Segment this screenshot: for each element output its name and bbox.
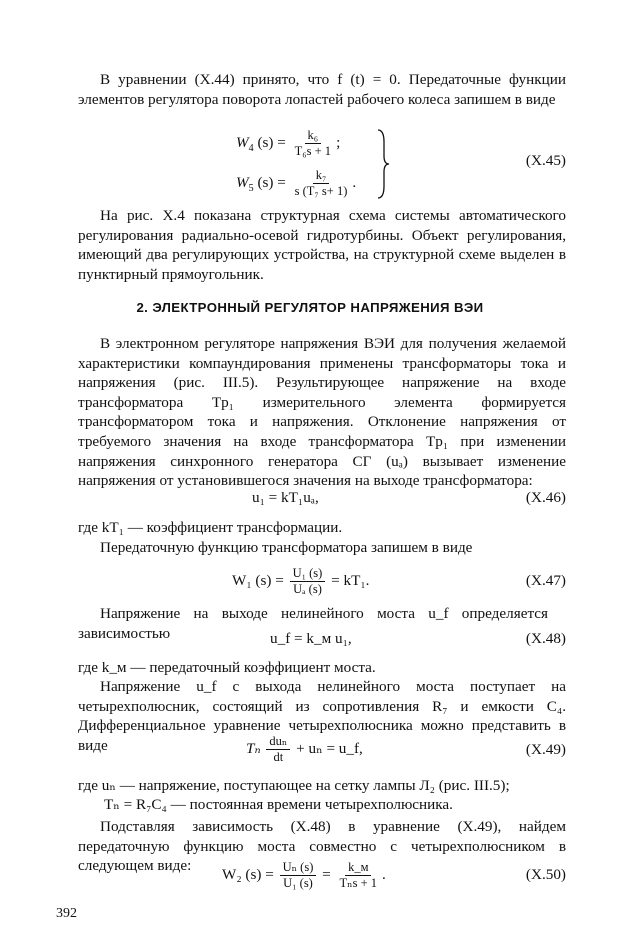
paragraph-10: Tₙ = R₇C₄ — постоянная времени четырехполюсника. — [104, 796, 453, 813]
fraction: $\frac{\text{k₆}}{\text{T₆s + 1}}$ — [294, 128, 332, 158]
fraction: $\frac{\text{Uₙ (s)}}{\text{U₁ (s)}}$ — [280, 860, 317, 891]
fraction: $\frac{\text{duₙ}}{dt}$ — [266, 734, 290, 765]
equation-x48: u_f = k_м u₁, — [270, 630, 352, 647]
paragraph-5: Передаточную функцию трансформатора запишем в виде — [100, 539, 473, 556]
paragraph-9: где uₙ — напряжение, поступающее на сетку лампы Л₂ (рис. III.5); — [78, 777, 510, 794]
fraction: $\frac{\text{k₇}}{\text{s (T₇ s+ 1)}}$ — [294, 168, 348, 198]
fraction: $\frac{\text{U₁ (s)}}{\text{Uₐ (s)}}$ — [290, 566, 326, 597]
equation-x50: W₂ (s) = $\frac{\text{Uₙ (s)}}{\text{U₁ (s)}}$ = $\frac{k\_м}{\text{Tₙs + 1}}$ . — [222, 860, 386, 890]
equation-x49: Tₙ $\frac{\text{duₙ}}{dt}$ + uₙ = u_f, — [246, 734, 363, 764]
paragraph-2: На рис. X.4 показана структурная схема системы автоматического регулирования радиально-осевой гидротурбины. Объект регулирования, имеющий два регулирующих устройства, на структурной схеме выделен в пунктирный прямоугольник. — [78, 207, 566, 283]
paragraph-7: где k_м — передаточный коэффициент моста. — [78, 659, 376, 676]
equation-number-x46: (X.46) — [525, 489, 566, 506]
section-heading: 2. ЭЛЕКТРОННЫЙ РЕГУЛЯТОР НАПРЯЖЕНИЯ ВЭИ — [136, 300, 484, 315]
equation-x47: W₁ (s) = $\frac{\text{U₁ (s)}}{\text{Uₐ (s)}}$ = kT₁. — [232, 566, 370, 596]
equation-number-x48: (X.48) — [525, 630, 566, 647]
paragraph-8: Напряжение u_f с выхода нелинейного моста поступает на четырехполюсник, состоящий из сопротивления R₇ и емкости C₄. Дифференциальное уравнение четырехполюсника можно представить в виде — [78, 678, 566, 754]
paragraph-1: В уравнении (X.44) принято, что f (t) = 0. Передаточные функции элементов регулятора поворота лопастей рабочего колеса запишем в виде — [78, 71, 566, 108]
equation-x45-line1: $W_4$ (s) = $\frac{\text{k₆}}{\text{T₆s + 1}}$ ; — [236, 128, 341, 158]
page-number: 392 — [56, 906, 77, 921]
paragraph-6: Напряжение на выходе нелинейного моста u_f определяется зависимостью — [78, 605, 548, 642]
right-brace — [376, 128, 390, 200]
paragraph-3: В электронном регуляторе напряжения ВЭИ для получения желаемой характеристики компаундирования применены трансформаторы тока и напряжения (рис. III.5). Результирующее напряжение на входе трансформатора Tp₁ измерительного элемента формируется трансформатором тока и напряжения. Отклонение напряжения от требуемого значения на входе трансформатора Tp₁ при изменении напряжения синхронного генератора СГ (uₐ) вызывает изменение напряжения от установившегося значения на выходе трансформатора: — [78, 335, 566, 490]
equation-number-x50: (X.50) — [525, 866, 566, 883]
equation-x46: u₁ = kT₁uₐ, — [252, 489, 319, 506]
paragraph-4: где kT₁ — коэффициент трансформации. — [78, 519, 343, 536]
equation-number-x45: (X.45) — [525, 152, 566, 169]
paragraph-11: Подставляя зависимость (X.48) в уравнение (X.49), найдем передаточную функцию моста совместно с четырехполюсником в следующем виде: — [78, 818, 566, 875]
fraction: $\frac{k\_м}{\text{Tₙs + 1}}$ — [339, 860, 378, 890]
equation-number-x47: (X.47) — [525, 572, 566, 589]
equation-x45-line2: $W_5$ (s) = $\frac{\text{k₇}}{\text{s (T₇ s+ 1)}}$ . — [236, 168, 357, 198]
equation-number-x49: (X.49) — [525, 741, 566, 758]
